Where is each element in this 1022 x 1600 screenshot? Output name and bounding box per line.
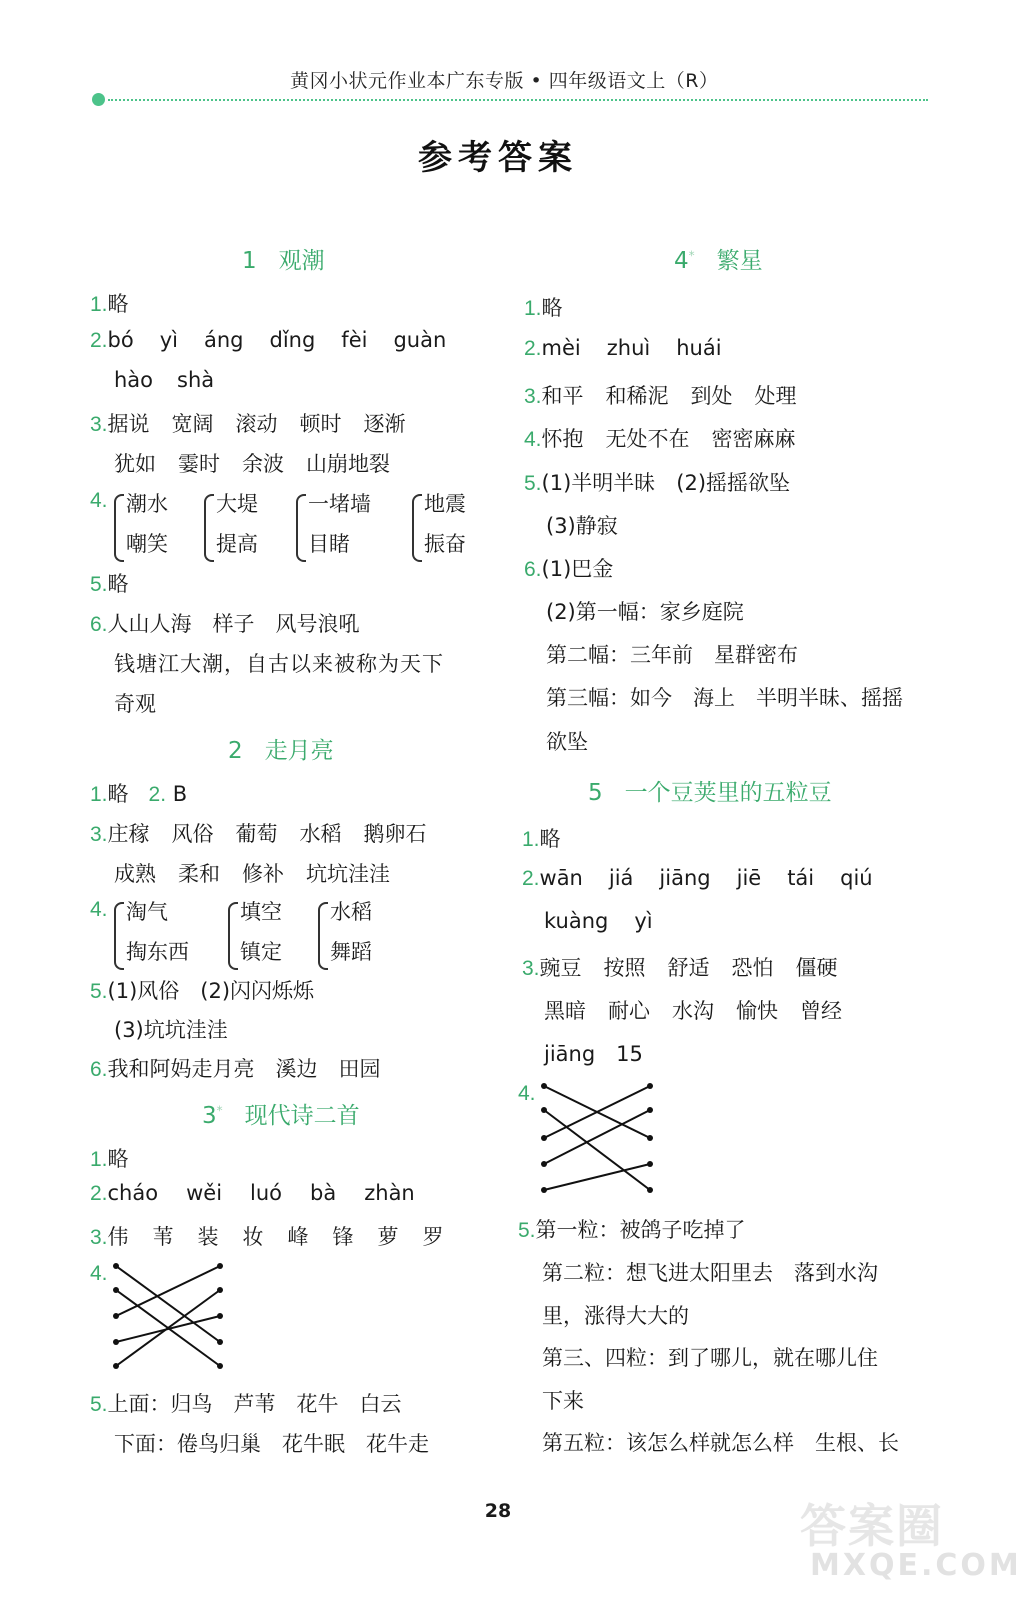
watermark-logo: 答案圈 <box>800 1499 944 1553</box>
s3-q3: 3.伟 苇 装 妆 峰 锋 萝 罗 <box>90 1225 444 1249</box>
s5-q3-line1: 3.豌豆 按照 舒适 恐怕 僵硬 <box>522 956 838 980</box>
s3-q1: 1.略 <box>90 1147 129 1171</box>
header-dotted-rule <box>108 99 928 101</box>
s2-q5-line1: 5.(1)风俗 (2)闪闪烁烁 <box>90 979 315 1003</box>
s5-q2-line2: kuàng yì <box>544 909 653 933</box>
s4-q6-line5: 欲坠 <box>546 730 588 754</box>
s3-q5-line2: 下面：倦鸟归巢 花牛眠 花牛走 <box>114 1432 429 1456</box>
section-title-1: 1 观潮 <box>242 248 325 274</box>
page-number: 28 <box>484 1500 512 1522</box>
s1-q6-line3: 奇观 <box>114 692 156 716</box>
s4-q6-line4: 第三幅：如今 海上 半明半昧、摇摇 <box>546 686 903 710</box>
s4-q3: 3.和平 和稀泥 到处 处理 <box>524 384 797 408</box>
s2-q5-line2: (3)坑坑洼洼 <box>114 1018 228 1042</box>
s5-q4-num: 4. <box>518 1082 536 1105</box>
s4-q5-line2: (3)静寂 <box>546 514 618 538</box>
header-dot <box>92 93 105 106</box>
s4-q6-line1: 6.(1)巴金 <box>524 557 614 581</box>
s5-q3-line3: jiāng 15 <box>544 1042 643 1066</box>
s3-q5-line1: 5.上面：归鸟 芦苇 花牛 白云 <box>90 1392 402 1416</box>
s2-q3-line2: 成熟 柔和 修补 坑坑洼洼 <box>114 862 390 886</box>
s5-q4-matching-diagram <box>538 1078 660 1200</box>
s2-q1-q2: 1.略 2. B <box>90 782 188 806</box>
s4-q6-line3: 第二幅：三年前 星群密布 <box>546 643 798 667</box>
s2-q6: 6.我和阿妈走月亮 溪边 田园 <box>90 1057 381 1081</box>
s1-q2-line1: 2.bó yì áng dǐng fèi guàn <box>90 328 447 352</box>
s2-q3-line1: 3.庄稼 风俗 葡萄 水稻 鹅卵石 <box>90 822 427 846</box>
header-text: 黄冈小状元作业本广东专版 • 四年级语文上（R） <box>290 70 719 92</box>
s4-q4: 4.怀抱 无处不在 密密麻麻 <box>524 427 796 451</box>
page-header <box>0 66 996 106</box>
section-title-2: 2 走月亮 <box>228 738 334 764</box>
s5-q3-line2: 黑暗 耐心 水沟 愉快 曾经 <box>544 999 842 1023</box>
s1-q6-line1: 6.人山人海 样子 风号浪吼 <box>90 612 360 636</box>
s1-q6-line2: 钱塘江大潮，自古以来被称为天下 <box>114 652 444 676</box>
s1-q5: 5.略 <box>90 572 129 596</box>
s1-q4-num: 4. <box>90 489 108 512</box>
s4-q5-line1: 5.(1)半明半昧 (2)摇摇欲坠 <box>524 471 791 495</box>
s1-q2-line2: hào shà <box>114 368 215 392</box>
s1-q3-line1: 3.据说 宽阔 滚动 顿时 逐渐 <box>90 412 406 436</box>
s1-q3-line2: 犹如 霎时 余波 山崩地裂 <box>114 452 390 476</box>
s5-q5-line1: 5.第一粒：被鸽子吃掉了 <box>518 1218 746 1242</box>
s5-q5-line2: 第二粒：想飞进太阳里去 落到水沟 <box>542 1261 878 1285</box>
s2-q4-num: 4. <box>90 898 108 921</box>
s3-q4-num: 4. <box>90 1262 108 1285</box>
s5-q2-line1: 2.wān jiá jiāng jiē tái qiú <box>522 866 873 890</box>
section-title-4: 4* 繁星 <box>674 248 763 274</box>
s5-q5-line3: 里，涨得大大的 <box>542 1304 689 1328</box>
watermark-url: MXQE.COM <box>810 1548 1022 1583</box>
s3-q4-matching-diagram <box>108 1258 232 1378</box>
s1-q1: 1.略 <box>90 292 129 316</box>
s4-q2: 2.mèi zhuì huái <box>524 336 722 360</box>
s5-q5-line6: 第五粒：该怎么样就怎么样 生根、长 <box>542 1431 899 1455</box>
s5-q5-line4: 第三、四粒：到了哪儿，就在哪儿住 <box>542 1346 878 1370</box>
s4-q6-line2: (2)第一幅：家乡庭院 <box>546 600 744 624</box>
s3-q2: 2.cháo wěi luó bà zhàn <box>90 1181 415 1205</box>
s4-q1: 1.略 <box>524 296 563 320</box>
section-title-5: 5 一个豆荚里的五粒豆 <box>588 780 832 806</box>
s5-q5-line5: 下来 <box>542 1389 584 1413</box>
section-title-3: 3* 现代诗二首 <box>202 1103 360 1129</box>
s5-q1: 1.略 <box>522 827 561 851</box>
page-title: 参考答案 <box>418 138 578 178</box>
